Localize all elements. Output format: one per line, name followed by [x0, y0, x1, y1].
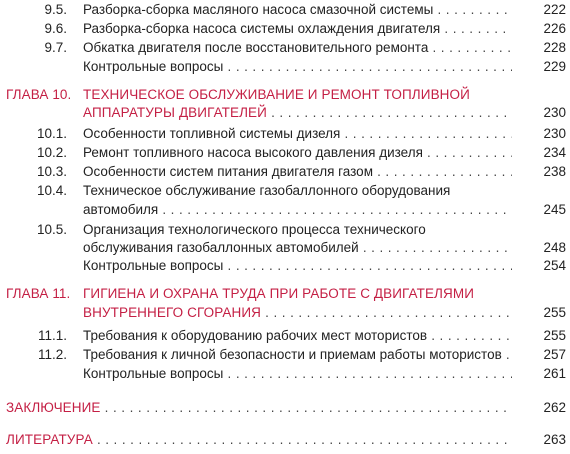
section-title: Разборка-сборка насоса системы охлаждения двигателя . . .	[83, 20, 512, 38]
section-title: Ремонт топливного насоса высокого давления дизеля . . .	[83, 144, 512, 162]
page-number: 261	[543, 366, 566, 381]
page-number: 230	[543, 105, 566, 120]
toc-entry-literature[interactable]	[0, 431, 570, 449]
section-number: 11.2.	[37, 347, 67, 362]
page-number: 262	[543, 400, 566, 415]
section-number: 9.6.	[44, 21, 67, 36]
section-title: ЛИТЕРАТУРА . . .	[6, 431, 512, 449]
toc-entry-9-5[interactable]	[0, 1, 570, 19]
section-title: Особенности топливной системы дизеля . . .	[83, 125, 512, 143]
page-number: 245	[543, 202, 566, 217]
toc-entry-9-7[interactable]	[0, 39, 570, 57]
section-title: Требования к оборудованию рабочих мест мотористов . . .	[83, 327, 512, 345]
toc-entry-conclusion[interactable]	[0, 399, 570, 417]
toc-entry-questions-9[interactable]	[0, 58, 570, 76]
chapter-title: ГИГИЕНА И ОХРАНА ТРУДА ПРИ РАБОТЕ С ДВИГАТЕЛЯМИ	[83, 286, 475, 301]
toc-chapter-11-heading-cont[interactable]	[0, 304, 570, 322]
toc-entry-10-4[interactable]	[0, 182, 570, 200]
page-number: 228	[543, 40, 566, 55]
section-title: ЗАКЛЮЧЕНИЕ . . .	[6, 399, 512, 417]
page-number: 255	[543, 328, 566, 343]
toc-entry-10-5-cont[interactable]	[0, 239, 570, 257]
section-title: Особенности систем питания двигателя газом . . .	[83, 163, 512, 181]
toc-entry-10-2[interactable]	[0, 144, 570, 162]
toc-chapter-10-heading[interactable]	[0, 86, 570, 104]
page-number: 238	[543, 164, 566, 179]
page-number: 255	[543, 305, 566, 320]
chapter-title: ТЕХНИЧЕСКОЕ ОБСЛУЖИВАНИЕ И РЕМОНТ ТОПЛИВНОЙ	[83, 87, 470, 102]
section-number: 9.7.	[44, 40, 67, 55]
toc-entry-10-5[interactable]	[0, 221, 570, 239]
section-title: Разборка-сборка масляного насоса смазочной системы . . .	[83, 1, 512, 19]
toc-entry-10-3[interactable]	[0, 163, 570, 181]
section-number: 10.5.	[36, 222, 67, 237]
section-number: 9.5.	[44, 2, 67, 17]
section-title: Обкатка двигателя после восстановительного ремонта . . .	[83, 39, 512, 57]
section-title: Контрольные вопросы . . .	[83, 257, 512, 275]
page-number: 229	[543, 59, 566, 74]
toc-entry-11-2[interactable]	[0, 346, 570, 364]
page-number: 230	[543, 126, 566, 141]
toc-chapter-11-heading[interactable]	[0, 285, 570, 303]
chapter-label: ГЛАВА 10.	[6, 87, 72, 102]
page-number: 234	[543, 145, 566, 160]
page-number: 263	[543, 432, 566, 447]
section-title: Контрольные вопросы . . .	[83, 365, 512, 383]
section-number: 11.1.	[37, 328, 67, 343]
chapter-title: ВНУТРЕННЕГО СГОРАНИЯ . . .	[83, 304, 512, 322]
chapter-label: ГЛАВА 11.	[6, 286, 71, 301]
section-number: 10.4.	[36, 183, 67, 198]
page-number: 257	[543, 347, 566, 362]
page-number: 226	[543, 21, 566, 36]
section-title: Организация технологического процесса технического	[83, 222, 426, 237]
section-title: Требования к личной безопасности и приемам работы мотористов . . .	[83, 346, 512, 364]
toc-chapter-10-heading-cont[interactable]	[0, 104, 570, 122]
page-number: 222	[543, 2, 566, 17]
section-number: 10.1.	[36, 126, 67, 141]
toc-entry-11-1[interactable]	[0, 327, 570, 345]
page-number: 254	[543, 258, 566, 273]
section-title: Техническое обслуживание газобаллонного оборудования	[83, 183, 451, 198]
chapter-title: АППАРАТУРЫ ДВИГАТЕЛЕЙ . . .	[83, 104, 512, 122]
toc-entry-10-4-cont[interactable]	[0, 201, 570, 219]
toc-entry-10-1[interactable]	[0, 125, 570, 143]
toc-entry-questions-11[interactable]	[0, 365, 570, 383]
toc-entry-questions-10[interactable]	[0, 257, 570, 275]
section-title: обслуживания газобаллонных автомобилей . . .	[83, 239, 512, 257]
toc-entry-9-6[interactable]	[0, 20, 570, 38]
section-title: автомобиля . . .	[83, 201, 512, 219]
section-number: 10.3.	[36, 164, 67, 179]
section-number: 10.2.	[36, 145, 67, 160]
page-number: 248	[543, 240, 566, 255]
section-title: Контрольные вопросы . . .	[83, 58, 512, 76]
